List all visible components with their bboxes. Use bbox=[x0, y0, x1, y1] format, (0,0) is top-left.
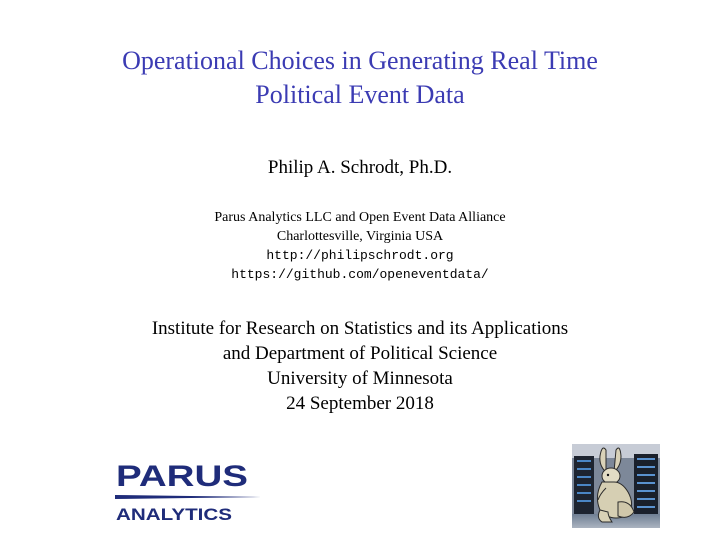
title-line-1: Operational Choices in Generating Real Time bbox=[122, 46, 598, 75]
personal-url-link[interactable]: http://philipschrodt.org bbox=[266, 248, 454, 263]
affiliation-block bbox=[0, 208, 720, 284]
institution-line-2: and Department of Political Science bbox=[222, 343, 498, 364]
logo-word-analytics: ANALYTICS bbox=[116, 505, 232, 524]
github-url-link[interactable]: https://github.com/openeventdata/ bbox=[231, 267, 489, 282]
server-rack-left bbox=[574, 456, 594, 516]
title-line-2: Political Event Data bbox=[255, 80, 465, 109]
institution-block bbox=[0, 316, 720, 416]
institution-line-3: University of Minnesota bbox=[267, 368, 453, 389]
slide-title bbox=[0, 44, 720, 112]
server-rack-right bbox=[634, 454, 658, 516]
logo-underline bbox=[115, 495, 261, 499]
rabbit-server-room-image bbox=[572, 444, 660, 528]
affiliation-org: Parus Analytics LLC and Open Event Data Alliance bbox=[214, 210, 506, 225]
presentation-date: 24 September 2018 bbox=[286, 393, 434, 414]
affiliation-location: Charlottesville, Virginia USA bbox=[276, 229, 444, 244]
logo-word-parus: PARUS bbox=[116, 460, 248, 493]
institution-line-1: Institute for Research on Statistics and its Applications bbox=[151, 318, 569, 339]
parus-analytics-logo bbox=[113, 458, 263, 528]
author-name: Philip A. Schrodt, Ph.D. bbox=[267, 157, 453, 178]
